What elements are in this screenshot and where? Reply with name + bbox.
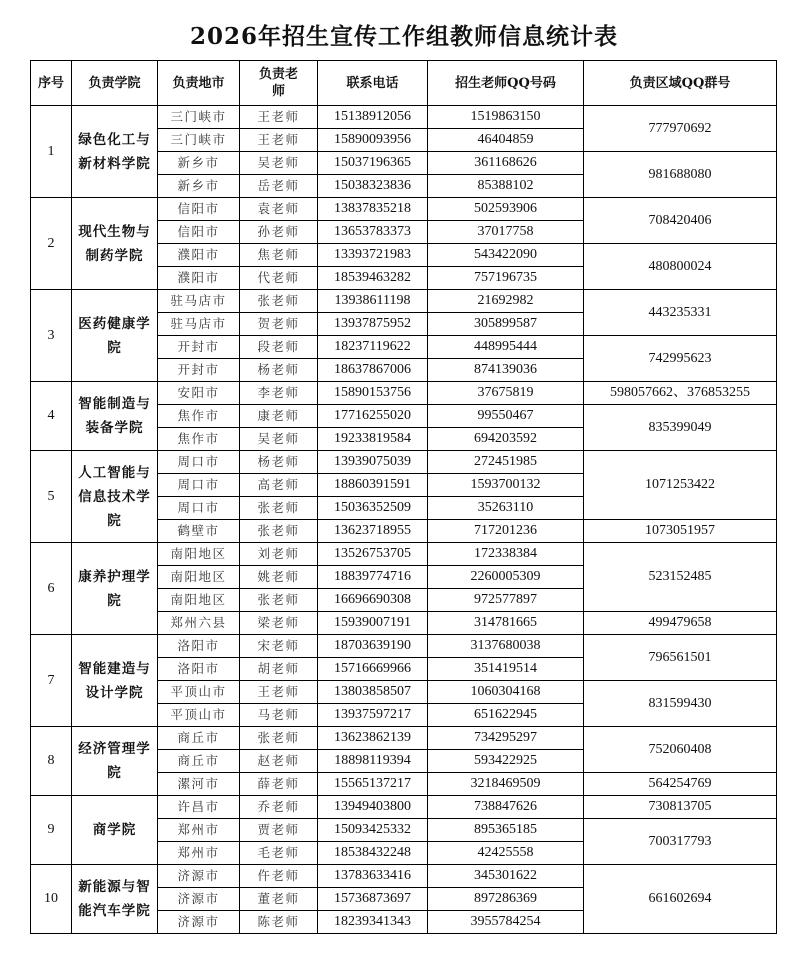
qq-cell: 46404859 [428,129,584,152]
row-index: 3 [31,290,72,382]
area-cell: 濮阳市 [158,244,240,267]
college-name: 新能源与智能汽车学院 [72,865,158,934]
college-name: 医药健康学院 [72,290,158,382]
table-row [31,727,777,750]
teacher-cell: 陈老师 [240,911,318,934]
phone-cell: 13526753705 [318,543,428,566]
header-college: 负责学院 [72,61,158,106]
qq-group-cell: 831599430 [584,681,777,727]
phone-cell: 13393721983 [318,244,428,267]
area-cell: 开封市 [158,359,240,382]
row-index: 1 [31,106,72,198]
area-cell: 周口市 [158,451,240,474]
qq-cell: 2260005309 [428,566,584,589]
teacher-cell: 岳老师 [240,175,318,198]
area-cell: 三门峡市 [158,129,240,152]
teacher-cell: 孙老师 [240,221,318,244]
teacher-cell: 高老师 [240,474,318,497]
qq-cell: 21692982 [428,290,584,313]
area-cell: 濮阳市 [158,267,240,290]
area-cell: 平顶山市 [158,681,240,704]
row-index: 4 [31,382,72,451]
qq-group-cell: 730813705 [584,796,777,819]
qq-group-cell: 796561501 [584,635,777,681]
area-cell: 周口市 [158,497,240,520]
phone-cell: 13783633416 [318,865,428,888]
teacher-cell: 仵老师 [240,865,318,888]
area-cell: 洛阳市 [158,635,240,658]
area-cell: 许昌市 [158,796,240,819]
phone-cell: 15565137217 [318,773,428,796]
qq-cell: 651622945 [428,704,584,727]
qq-group-cell: 598057662、376853255 [584,382,777,405]
teacher-cell: 张老师 [240,290,318,313]
qq-cell: 172338384 [428,543,584,566]
teacher-cell: 赵老师 [240,750,318,773]
row-index: 6 [31,543,72,635]
table-row [31,635,777,658]
teacher-cell: 张老师 [240,497,318,520]
teacher-cell: 胡老师 [240,658,318,681]
qq-cell: 874139036 [428,359,584,382]
phone-cell: 18898119394 [318,750,428,773]
header-area: 负责地市 [158,61,240,106]
area-cell: 南阳地区 [158,543,240,566]
qq-cell: 85388102 [428,175,584,198]
qq-group-cell: 443235331 [584,290,777,336]
area-cell: 新乡市 [158,152,240,175]
qq-group-cell: 752060408 [584,727,777,773]
qq-group-cell: 708420406 [584,198,777,244]
teacher-cell: 刘老师 [240,543,318,566]
phone-cell: 13803858507 [318,681,428,704]
teacher-cell: 王老师 [240,129,318,152]
table-row [31,382,777,405]
table-row [31,796,777,819]
college-name: 绿色化工与新材料学院 [72,106,158,198]
table-row [31,865,777,888]
teacher-cell: 张老师 [240,589,318,612]
teacher-cell: 袁老师 [240,198,318,221]
row-index: 8 [31,727,72,796]
teacher-cell: 宋老师 [240,635,318,658]
teacher-cell: 段老师 [240,336,318,359]
qq-cell: 361168626 [428,152,584,175]
college-name: 人工智能与信息技术学院 [72,451,158,543]
qq-cell: 99550467 [428,405,584,428]
row-index: 10 [31,865,72,934]
teacher-cell: 乔老师 [240,796,318,819]
phone-cell: 18860391591 [318,474,428,497]
area-cell: 焦作市 [158,405,240,428]
qq-cell: 305899587 [428,313,584,336]
college-name: 智能制造与装备学院 [72,382,158,451]
phone-cell: 13937875952 [318,313,428,336]
qq-group-cell: 564254769 [584,773,777,796]
page-title: 2026年招生宣传工作组教师信息统计表 [189,23,618,50]
qq-cell: 1593700132 [428,474,584,497]
area-cell: 南阳地区 [158,589,240,612]
area-cell: 南阳地区 [158,566,240,589]
phone-cell: 18237119622 [318,336,428,359]
header-phone: 联系电话 [318,61,428,106]
phone-cell: 15736873697 [318,888,428,911]
qq-cell: 37675819 [428,382,584,405]
qq-group-cell: 523152485 [584,543,777,612]
qq-cell: 757196735 [428,267,584,290]
qq-group-cell: 700317793 [584,819,777,865]
qq-cell: 1519863150 [428,106,584,129]
phone-cell: 13623862139 [318,727,428,750]
qq-cell: 37017758 [428,221,584,244]
teacher-cell: 梁老师 [240,612,318,635]
qq-cell: 593422925 [428,750,584,773]
teacher-cell: 贺老师 [240,313,318,336]
phone-cell: 13937597217 [318,704,428,727]
phone-cell: 13939075039 [318,451,428,474]
phone-cell: 19233819584 [318,428,428,451]
header-qq: 招生老师QQ号码 [428,61,584,106]
table-row [31,290,777,313]
phone-cell: 17716255020 [318,405,428,428]
qq-group-cell: 981688080 [584,152,777,198]
phone-cell: 15036352509 [318,497,428,520]
area-cell: 济源市 [158,911,240,934]
phone-cell: 15038323836 [318,175,428,198]
table-row [31,543,777,566]
college-name: 现代生物与制药学院 [72,198,158,290]
qq-cell: 42425558 [428,842,584,865]
phone-cell: 13623718955 [318,520,428,543]
qq-group-cell: 742995623 [584,336,777,382]
area-cell: 平顶山市 [158,704,240,727]
area-cell: 信阳市 [158,198,240,221]
teacher-cell: 王老师 [240,106,318,129]
teacher-cell: 代老师 [240,267,318,290]
area-cell: 郑州市 [158,819,240,842]
phone-cell: 15093425332 [318,819,428,842]
area-cell: 郑州市 [158,842,240,865]
phone-cell: 15037196365 [318,152,428,175]
area-cell: 漯河市 [158,773,240,796]
qq-cell: 3955784254 [428,911,584,934]
qq-cell: 3137680038 [428,635,584,658]
phone-cell: 15939007191 [318,612,428,635]
teacher-cell: 贾老师 [240,819,318,842]
qq-group-cell: 1073051957 [584,520,777,543]
table-row [31,451,777,474]
phone-cell: 18538432248 [318,842,428,865]
teacher-cell: 吴老师 [240,428,318,451]
teacher-cell: 张老师 [240,727,318,750]
qq-group-cell: 777970692 [584,106,777,152]
phone-cell: 18839774716 [318,566,428,589]
area-cell: 周口市 [158,474,240,497]
teacher-cell: 杨老师 [240,359,318,382]
row-index: 7 [31,635,72,727]
qq-cell: 502593906 [428,198,584,221]
area-cell: 信阳市 [158,221,240,244]
teacher-cell: 康老师 [240,405,318,428]
college-name: 智能建造与设计学院 [72,635,158,727]
phone-cell: 18637867006 [318,359,428,382]
area-cell: 新乡市 [158,175,240,198]
qq-cell: 345301622 [428,865,584,888]
qq-cell: 3218469509 [428,773,584,796]
teacher-cell: 焦老师 [240,244,318,267]
area-cell: 三门峡市 [158,106,240,129]
qq-cell: 895365185 [428,819,584,842]
teacher-cell: 姚老师 [240,566,318,589]
teacher-cell: 马老师 [240,704,318,727]
qq-cell: 717201236 [428,520,584,543]
qq-cell: 972577897 [428,589,584,612]
teacher-cell: 薛老师 [240,773,318,796]
phone-cell: 15890093956 [318,129,428,152]
phone-cell: 13949403800 [318,796,428,819]
qq-group-cell: 499479658 [584,612,777,635]
teacher-cell: 毛老师 [240,842,318,865]
qq-cell: 448995444 [428,336,584,359]
teacher-cell: 吴老师 [240,152,318,175]
phone-cell: 16696690308 [318,589,428,612]
area-cell: 开封市 [158,336,240,359]
teacher-cell: 李老师 [240,382,318,405]
table-row [31,198,777,221]
area-cell: 郑州六县 [158,612,240,635]
phone-cell: 13653783373 [318,221,428,244]
phone-cell: 18703639190 [318,635,428,658]
qq-cell: 734295297 [428,727,584,750]
qq-group-cell: 1071253422 [584,451,777,520]
teacher-cell: 董老师 [240,888,318,911]
table-body [31,106,777,934]
college-name: 经济管理学院 [72,727,158,796]
area-cell: 洛阳市 [158,658,240,681]
teacher-cell: 张老师 [240,520,318,543]
area-cell: 商丘市 [158,750,240,773]
header-teacher: 负责老师 [240,61,318,106]
area-cell: 鹤壁市 [158,520,240,543]
row-index: 5 [31,451,72,543]
teacher-cell: 杨老师 [240,451,318,474]
qq-cell: 35263110 [428,497,584,520]
phone-cell: 15890153756 [318,382,428,405]
area-cell: 驻马店市 [158,290,240,313]
college-name: 商学院 [72,796,158,865]
area-cell: 商丘市 [158,727,240,750]
qq-cell: 694203592 [428,428,584,451]
qq-group-cell: 835399049 [584,405,777,451]
qq-cell: 738847626 [428,796,584,819]
phone-cell: 15138912056 [318,106,428,129]
qq-cell: 351419514 [428,658,584,681]
area-cell: 济源市 [158,865,240,888]
header-group: 负责区域QQ群号 [584,61,777,106]
header-row [31,61,777,106]
qq-cell: 272451985 [428,451,584,474]
area-cell: 焦作市 [158,428,240,451]
teacher-info-table [30,60,777,934]
qq-cell: 897286369 [428,888,584,911]
qq-group-cell: 480800024 [584,244,777,290]
phone-cell: 18239341343 [318,911,428,934]
teacher-cell: 王老师 [240,681,318,704]
table-row [31,106,777,129]
qq-cell: 1060304168 [428,681,584,704]
qq-cell: 314781665 [428,612,584,635]
row-index: 2 [31,198,72,290]
college-name: 康养护理学院 [72,543,158,635]
qq-cell: 543422090 [428,244,584,267]
qq-group-cell: 661602694 [584,865,777,934]
phone-cell: 13837835218 [318,198,428,221]
phone-cell: 13938611198 [318,290,428,313]
phone-cell: 15716669966 [318,658,428,681]
area-cell: 驻马店市 [158,313,240,336]
area-cell: 安阳市 [158,382,240,405]
phone-cell: 18539463282 [318,267,428,290]
row-index: 9 [31,796,72,865]
area-cell: 济源市 [158,888,240,911]
header-index: 序号 [31,61,72,106]
